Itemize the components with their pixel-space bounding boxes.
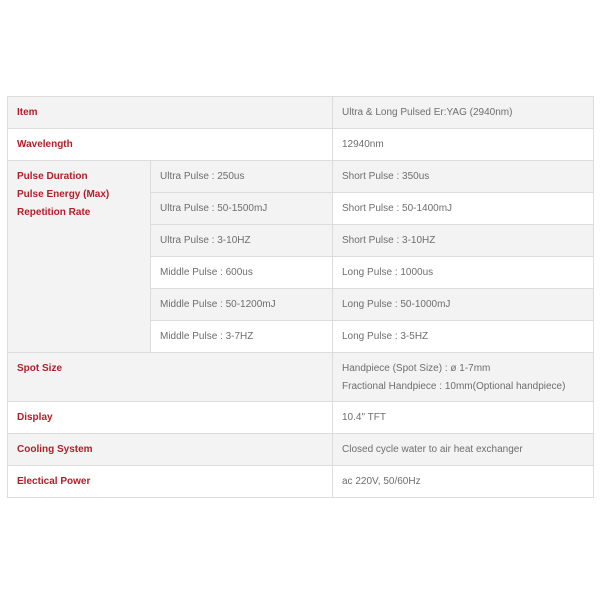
pulse-right-cell: Long Pulse : 50-1000mJ — [333, 289, 594, 321]
repetition-rate-label: Repetition Rate — [17, 207, 91, 218]
pulse-right-cell: Long Pulse : 1000us — [333, 257, 594, 289]
table-row-item — [8, 97, 594, 129]
power-value: ac 220V, 50/60Hz — [333, 466, 594, 498]
spot-size-label: Spot Size — [8, 353, 333, 402]
pulse-right-cell: Short Pulse : 3-10HZ — [333, 225, 594, 257]
display-value: 10.4" TFT — [333, 402, 594, 434]
table-row-spot-size — [8, 353, 594, 402]
pulse-mid-cell: Ultra Pulse : 250us — [151, 161, 333, 193]
table-row-power — [8, 466, 594, 498]
spot-size-line: Handpiece (Spot Size) : ø 1-7mm — [342, 363, 491, 374]
display-label: Display — [8, 402, 333, 434]
wavelength-value: 12940nm — [333, 129, 594, 161]
table-row-pulse-1 — [8, 161, 594, 193]
pulse-right-cell: Short Pulse : 50-1400mJ — [333, 193, 594, 225]
pulse-mid-cell: Middle Pulse : 600us — [151, 257, 333, 289]
spot-size-line: Fractional Handpiece : 10mm(Optional handpiece) — [342, 381, 566, 392]
wavelength-label: Wavelength — [8, 129, 333, 161]
pulse-mid-cell: Middle Pulse : 3-7HZ — [151, 321, 333, 353]
pulse-mid-cell: Ultra Pulse : 50-1500mJ — [151, 193, 333, 225]
pulse-labels — [8, 161, 151, 353]
spot-size-value — [333, 353, 594, 402]
table-row-display — [8, 402, 594, 434]
cooling-label: Cooling System — [8, 434, 333, 466]
power-label: Electical Power — [8, 466, 333, 498]
table-row-cooling — [8, 434, 594, 466]
spec-table — [7, 96, 594, 498]
pulse-mid-cell: Ultra Pulse : 3-10HZ — [151, 225, 333, 257]
table-row-wavelength — [8, 129, 594, 161]
item-value: Ultra & Long Pulsed Er:YAG (2940nm) — [333, 97, 594, 129]
pulse-right-cell: Short Pulse : 350us — [333, 161, 594, 193]
pulse-mid-cell: Middle Pulse : 50-1200mJ — [151, 289, 333, 321]
item-label: Item — [8, 97, 333, 129]
cooling-value: Closed cycle water to air heat exchanger — [333, 434, 594, 466]
pulse-duration-label: Pulse Duration — [17, 171, 88, 182]
pulse-right-cell: Long Pulse : 3-5HZ — [333, 321, 594, 353]
pulse-energy-label: Pulse Energy (Max) — [17, 189, 110, 200]
